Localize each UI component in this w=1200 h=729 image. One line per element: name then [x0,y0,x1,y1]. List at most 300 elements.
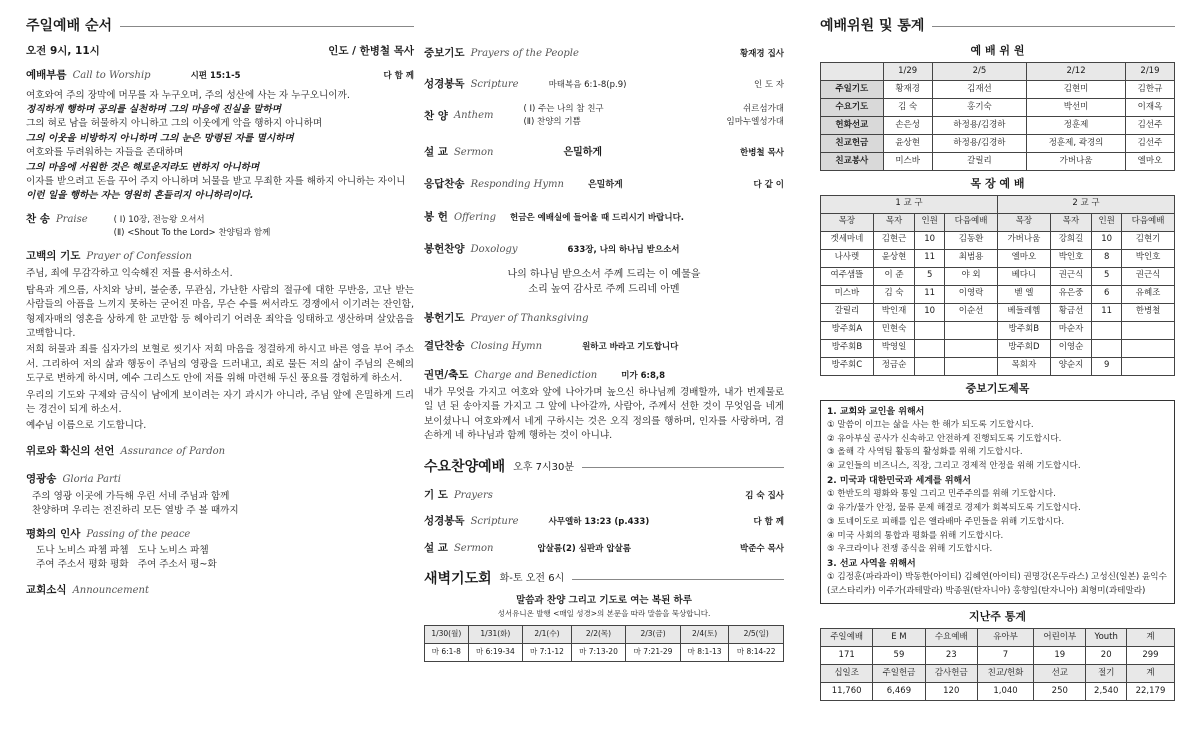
last-week-head-cell: 선교 [1034,664,1086,682]
mokjang-cell: 박영일 [873,339,914,357]
psalm-line: 여호와여 주의 장막에 머무를 자 누구오며, 주의 성산에 사는 자 누구오니이까. [26,89,350,101]
thanks-row [424,311,784,326]
mokjang-cell: 10 [915,303,945,321]
committee-cell: 박선미 [1027,98,1126,116]
psalm-text [26,89,414,204]
mokjang-head-cell: 목자 [1050,213,1091,231]
gloria-label: 영광송 [26,473,57,486]
confession-paragraph: 탐욕과 게으름, 사치와 낭비, 불순종, 무관심, 가난한 사람의 절규에 대한 무반응, 고난 받는 사람들의 아픔을 느끼지 못하는 굳어진 마음, 무슨 수를 써서라도 경쟁에서 이기려는 잔인함, 형제자매의 영혼을 상하게 한 교만함 등 헤아리기 어려운 죄악을 잉태하고 생산하며 살았음을 고백합니다. [26,284,414,340]
topic-item: ③ 올해 각 사역팀 활동의 활성화를 위해 기도합시다. [827,447,1023,458]
mokjang-row [821,285,1175,303]
mokjang-group-1: 1 교 구 [821,195,998,213]
mokjang-cell: 9 [1092,357,1122,375]
benediction-eng: Charge and Benediction [474,369,598,381]
committee-role-cell: 수요기도 [821,98,884,116]
last-week-title: 지난주 통계 [969,609,1026,623]
topic-item: ② 유가/물가 안정, 물류 문제 해결로 경제가 회복되도록 기도합시다. [827,503,1081,514]
topic-group-heading: 1. 교회와 교인을 위해서 [827,406,925,417]
wed-prayer-eng: Prayers [453,489,493,501]
offering-text: 헌금은 예배실에 들어올 때 드리시기 바랍니다. [509,212,685,223]
last-week-value-cell: 1,040 [977,682,1033,700]
anthem-line-2: (Ⅱ) 찬양의 기쁨 [523,116,581,127]
mokjang-cell: 김현기 [1122,231,1175,249]
committee-table [820,62,1175,171]
praise-eng: Praise [55,213,88,225]
committee-cell: 정훈제, 곽경의 [1027,134,1126,152]
last-week-value-cell: 20 [1086,646,1127,664]
mokjang-cell: 양순지 [1050,357,1091,375]
mokjang-cell: 박인호 [1122,249,1175,267]
mokjang-head-cell: 인원 [915,213,945,231]
order-column-2 [424,0,784,662]
response-title: 은밀하게 [587,180,623,190]
topic-item: ④ 미국 사회의 통합과 평화를 위해 기도합시다. [827,530,1004,541]
peace-label: 평화의 인사 [26,527,81,540]
mokjang-cell [945,321,998,339]
psalm-line: 이런 일을 행하는 자는 영원히 흔들리지 아니하리이다. [26,190,254,202]
mokjang-cell: 민현숙 [873,321,914,339]
topic-item: ③ 토네이도로 피해를 입은 앨라배마 주민들을 위해 기도합시다. [827,516,1065,527]
last-week-head-cell: 어린이부 [1034,628,1086,646]
topic-item: ① 한반도의 평화와 통일 그리고 민주주의를 위해 기도합시다. [827,489,1056,500]
mokjang-cell: 이영순 [1050,339,1091,357]
mokjang-cell: 10 [1092,231,1122,249]
last-week-head-cell: 주일헌금 [873,664,925,682]
mokjang-head-cell: 다음예배 [1122,213,1175,231]
dawn-day-cell: 2/2(목) [571,626,626,644]
mokjang-cell: 5 [1092,267,1122,285]
mokjang-cell: 최범용 [945,249,998,267]
dawn-day-cell: 2/1(수) [523,626,572,644]
mokjang-row [821,321,1175,339]
topic-item: ② 유아부실 공사가 신속하고 안전하게 진행되도록 기도합시다. [827,433,1062,444]
dawn-ref-cell: 마 6:1-8 [425,644,469,662]
confession-row [26,249,414,264]
mokjang-cell [945,339,998,357]
mokjang-cell [915,321,945,339]
gloria-line-1: 주의 영광 이곳에 가득해 우린 서네 주님과 함께 [32,490,230,502]
committee-row [821,152,1175,170]
anthem-label: 찬 양 [424,109,448,122]
last-week-value-cell: 250 [1034,682,1086,700]
committee-cell: 황재경 [883,80,932,98]
order-section-title [26,16,414,36]
mokjang-cell: 방주회C [821,357,874,375]
mokjang-head-cell: 인원 [1092,213,1122,231]
sermon-row [424,145,784,160]
mokjang-head-cell: 목장 [821,213,874,231]
last-week-value-cell: 23 [925,646,977,664]
mokjang-row [821,249,1175,267]
stats-title: 예배위원 및 통계 [820,17,925,34]
mokjang-cell: 8 [1092,249,1122,267]
dawn-ref-cell: 마 7:13-20 [571,644,626,662]
sermon-title: 은밀하게 [563,146,603,158]
dawn-ref-cell: 마 7:21-29 [626,644,681,662]
gloria-row [26,472,414,487]
mokjang-cell [1122,339,1175,357]
wed-scripture-label: 성경봉독 [424,515,465,528]
wed-scripture-eng: Scripture [470,516,519,528]
response-who: 다 같 이 [753,180,784,190]
mokjang-cell: 베다니 [997,267,1050,285]
dawn-line-1: 말씀과 찬양 그리고 기도로 여는 복된 하루 [516,595,692,607]
wed-sub: 오후 7시30분 [513,461,575,473]
committee-date-cell: 2/19 [1125,62,1174,80]
wed-sermon-row [424,541,784,556]
service-leader: 인도 / 한병철 목사 [328,45,414,57]
committee-cell: 정훈제 [1027,116,1126,134]
committee-cell: 홍기숙 [932,98,1027,116]
committee-cell: 김현미 [1027,80,1126,98]
last-week-head-cell: 십일조 [821,664,873,682]
thanks-eng: Prayer of Thanksgiving [470,312,589,324]
closing-label: 결단찬송 [424,340,465,352]
topic-item: ⑤ 우크라이나 전쟁 종식을 위해 기도합시다. [827,544,993,555]
closing-row [424,339,784,354]
last-week-value-cell: 6,469 [873,682,925,700]
anthem-eng: Anthem [453,110,494,121]
last-week-value-cell: 2,540 [1086,682,1127,700]
last-week-head-cell: 절기 [1086,664,1127,682]
response-eng: Responding Hymn [470,179,564,190]
anthem-choir-1: 쉬르섬가대 [742,104,784,114]
confession-paragraph: 우리의 기도와 구제와 금식이 남에게 보이려는 자기 과시가 아니라, 주님 앞에 은밀하게 드리는 경건이 되게 하소서. [26,389,414,415]
confession-paragraph: 저희 허물과 죄를 십자가의 보혈로 씻기사 저희 마음을 정결하게 하시고 바른 영을 부어 주소서. 그리하여 저의 삶과 행동이 주님의 영광을 드러내고, 죄로 물든 저의 삶이 주님의 은혜의 도구로 변하게 하시며, 예수 그리스도 안에 저를 위해 마련해 두신 풍요를 경험하게 하소서. [26,344,414,385]
mokjang-row [821,267,1175,285]
call-row [26,68,414,83]
mokjang-cell: 김동환 [945,231,998,249]
committee-date-cell: 2/5 [932,62,1027,80]
wed-title: 수요찬양예배 [424,459,506,476]
mokjang-cell: 강희길 [1050,231,1091,249]
peace-line-2: 주여 주소서 평화 평화 주여 주소서 평~화 [36,559,217,571]
mokjang-cell: 11 [915,249,945,267]
wed-sermon-title: 압살롬(2) 심판과 압살롬 [537,543,631,554]
dawn-day-cell: 2/5(일) [729,626,784,644]
committee-row [821,116,1175,134]
mokjang-group-2: 2 교 구 [997,195,1174,213]
last-week-value-cell: 19 [1034,646,1086,664]
dawn-table [424,625,784,662]
call-label: 예배부름 [26,69,67,82]
mokjang-cell: 여주샘뜰 [821,267,874,285]
committee-cell: 김선주 [1125,134,1174,152]
news-eng: Announcement [72,584,149,596]
psalm-line: 이자를 받으려고 돈을 꾸어 주지 아니하며 뇌물을 받고 무죄한 자를 해하지 아니하는 자이니 [26,176,406,188]
last-week-head-cell: 계 [1126,664,1174,682]
topic-item: ① 말씀이 이끄는 삶을 사는 한 해가 되도록 기도합시다. [827,419,1034,430]
dawn-day-cell: 1/31(화) [468,626,523,644]
dawn-day-cell: 1/30(월) [425,626,469,644]
intercession-label: 중보기도 [424,47,465,59]
peace-row [26,527,414,542]
offering-row [424,210,784,225]
anthem-choir-2: 임마누엘성가대 [726,116,784,127]
peace-line-1: 도나 노비스 파쳄 파쳄 도나 노비스 파쳄 [36,545,209,557]
last-week-head-cell: Youth [1086,628,1127,646]
anthem-row [424,103,784,129]
last-week-head-cell: 감사헌금 [925,664,977,682]
last-week-value-cell: 171 [821,646,873,664]
mokjang-cell: 박인재 [873,303,914,321]
praise-row [26,212,414,241]
last-week-value-cell: 11,760 [821,682,873,700]
mokjang-cell [1092,321,1122,339]
closing-title: 원하고 바라고 기도합니다 [582,342,679,352]
mokjang-cell: 가버나움 [997,231,1050,249]
mokjang-row [821,339,1175,357]
committee-date-cell: 2/12 [1027,62,1126,80]
mokjang-cell [1122,321,1175,339]
last-week-head-cell: 주일예배 [821,628,873,646]
last-week-value-cell: 59 [873,646,925,664]
psalm-line: 그의 혀로 남을 허물하지 아니하고 그의 이웃에게 악을 행하지 아니하며 [26,118,323,130]
last-week-head-cell: 수요예배 [925,628,977,646]
mokjang-cell: 방주회B [821,339,874,357]
mokjang-cell: 5 [915,267,945,285]
mokjang-row [821,357,1175,375]
call-eng: Call to Worship [72,70,151,82]
last-week-table [820,628,1175,701]
service-time-row [26,44,414,58]
confession-text [26,267,414,433]
mokjang-cell: 갈릴리 [821,303,874,321]
committee-role-cell: 주일기도 [821,80,884,98]
dawn-section-title [424,569,784,589]
committee-role-cell: 친교헌금 [821,134,884,152]
committee-cell: 이재옥 [1125,98,1174,116]
mokjang-cell: 유혜조 [1122,285,1175,303]
stats-column [820,0,1175,701]
offering-eng: Offering [453,211,496,223]
committee-cell: 김선주 [1125,116,1174,134]
topic-item: ④ 교인들의 비즈니스, 직장, 그리고 경제적 안정을 위해 기도합시다. [827,461,1081,472]
mokjang-cell: 한병철 [1122,303,1175,321]
scripture-row [424,77,784,92]
wed-sermon-label: 설 교 [424,541,448,554]
scripture-ref: 마태복음 6:1-8(p.9) [548,79,627,90]
benediction-ref: 미가 6:8,8 [621,370,666,381]
mokjang-cell: 11 [1092,303,1122,321]
committee-cell: 손은성 [883,116,932,134]
peace-eng: Passing of the peace [86,528,191,540]
mokjang-cell: 마순자 [1050,321,1091,339]
wed-prayer-row [424,488,784,503]
committee-cell: 김한규 [1125,80,1174,98]
committee-cell: 하정용/김경하 [932,134,1027,152]
praise-line-2: (Ⅱ) <Shout To the Lord> 찬양팀과 함께 [113,228,271,239]
mokjang-cell: 6 [1092,285,1122,303]
committee-role-cell: 친교봉사 [821,152,884,170]
doxology-label: 봉헌찬양 [424,243,465,255]
mokjang-head-cell: 목자 [873,213,914,231]
call-ref: 시편 15:1-5 [190,71,241,82]
dawn-ref-cell: 마 8:1-13 [680,644,729,662]
committee-cell: 엘마오 [1125,152,1174,170]
confession-label: 고백의 기도 [26,249,81,262]
wed-sermon-who: 박준수 목사 [739,543,784,554]
thanks-label: 봉헌기도 [424,311,465,324]
scripture-label: 성경봉독 [424,77,465,90]
mokjang-title: 목 장 예 배 [970,176,1025,190]
mokjang-cell: 이영락 [945,285,998,303]
mokjang-cell [1092,339,1122,357]
mokjang-cell: 방주회D [997,339,1050,357]
dawn-title: 새벽기도회 [424,570,492,587]
pardon-label: 위로와 확신의 선언 [26,444,115,457]
mokjang-row [821,303,1175,321]
mokjang-cell: 김 숙 [873,285,914,303]
last-week-value-cell: 299 [1126,646,1174,664]
mokjang-cell: 정금순 [873,357,914,375]
intercession-topics-title: 중보기도제목 [965,381,1030,395]
confession-paragraph: 주님, 죄에 무감각하고 익숙해진 저를 용서하소서. [26,268,233,280]
doxology-eng: Doxology [470,244,518,255]
gloria-eng: Gloria Parti [62,474,122,486]
committee-corner-cell [821,62,884,80]
pardon-row [26,444,414,459]
mokjang-cell: 야 외 [945,267,998,285]
committee-cell: 갈릴리 [932,152,1027,170]
mokjang-cell: 이 준 [873,267,914,285]
committee-role-cell: 헌화선교 [821,116,884,134]
wed-scripture-who: 다 함 께 [753,517,784,528]
service-time: 오전 9시, 11시 [26,45,100,57]
wed-prayer-who: 김 숙 집사 [745,490,784,501]
mokjang-cell [915,357,945,375]
mokjang-cell: 유은중 [1050,285,1091,303]
mokjang-cell [1122,357,1175,375]
intercession-eng: Prayers of the People [470,48,579,59]
offering-label: 봉 헌 [424,210,448,223]
dawn-sub: 화-토 오전 6시 [499,573,565,585]
dawn-ref-cell: 마 7:1-12 [523,644,572,662]
dawn-ref-cell: 마 8:14-22 [729,644,784,662]
committee-row [821,80,1175,98]
mokjang-cell: 권근식 [1050,267,1091,285]
wed-sermon-eng: Sermon [453,542,494,554]
mokjang-cell: 윤상현 [873,249,914,267]
dawn-line-2: 성서유니온 발행 <매일 성경>의 본문을 따라 말씀을 묵상합니다. [497,608,711,618]
mokjang-cell: 나사렛 [821,249,874,267]
sermon-who: 한병철 목사 [739,147,784,158]
mokjang-cell: 박인호 [1050,249,1091,267]
psalm-line: 정직하게 행하며 공의를 실천하며 그의 마음에 진실을 말하며 [26,104,282,116]
topic-item: ① 김정훈(파라과이) 박동한(아이티) 김혜연(아이티) 권명강(온두라스) 고성신(일본) 윤익수(코스타리카) 이주가(과테말라) 박종원(탄자니아) 홍향임(탄자니아) 최형미(과테말라) [827,572,1167,597]
wed-section-title [424,458,784,478]
mokjang-table [820,195,1175,376]
news-row [26,583,414,598]
last-week-head-cell: 계 [1126,628,1174,646]
mokjang-cell: 방주회A [821,321,874,339]
last-week-head-cell: E M [873,628,925,646]
mokjang-cell [915,339,945,357]
mokjang-cell: 권근식 [1122,267,1175,285]
committee-cell: 김 숙 [883,98,932,116]
committee-cell: 김재선 [932,80,1027,98]
mokjang-cell: 베들레헴 [997,303,1050,321]
mokjang-cell [945,357,998,375]
sermon-eng: Sermon [453,146,494,158]
call-who: 다 함 께 [383,71,414,82]
last-week-head-cell: 친교/헌화 [977,664,1033,682]
closing-eng: Closing Hymn [470,341,543,352]
psalm-line: 여호와를 두려워하는 자들을 존대하며 [26,147,184,159]
order-column [26,0,414,597]
dawn-day-cell: 2/4(토) [680,626,729,644]
scripture-who: 인 도 자 [753,79,784,90]
scripture-eng: Scripture [470,78,519,90]
stats-section-title [820,16,1175,36]
response-label: 응답찬송 [424,178,465,190]
response-row [424,177,784,192]
mokjang-head-cell: 목장 [997,213,1050,231]
mokjang-cell: 10 [915,231,945,249]
topic-group-heading: 3. 선교 사역을 위해서 [827,559,916,570]
committee-cell: 가버나움 [1027,152,1126,170]
doxology-line-2: 소리 높여 감사로 주께 드리네 아멘 [528,283,680,295]
committee-cell: 하정용/김경하 [932,116,1027,134]
dawn-ref-cell: 마 6:19-34 [468,644,523,662]
last-week-value-cell: 22,179 [1126,682,1174,700]
committee-row [821,134,1175,152]
committee-row [821,98,1175,116]
last-week-value-cell: 120 [925,682,977,700]
doxology-line-1: 나의 하나님 받으소서 주께 드리는 이 예물을 [507,268,701,280]
committee-title: 예 배 위 원 [970,44,1025,57]
mokjang-cell: 엘마오 [997,249,1050,267]
intercession-who: 황재경 집사 [739,49,784,59]
mokjang-cell: 이순선 [945,303,998,321]
gloria-line-2: 찬양하며 우리는 전진하리 모든 열방 주 볼 때까지 [32,505,239,517]
psalm-line: 그의 이웃을 비방하지 아니하며 그의 눈은 망령된 자를 멸시하며 [26,132,294,144]
benediction-label: 권면/축도 [424,368,469,381]
wed-scripture-ref: 사무엘하 13:23 (p.433) [548,517,650,528]
wed-scripture-row [424,514,784,529]
praise-label: 찬 송 [26,212,50,225]
mokjang-row [821,231,1175,249]
confession-eng: Prayer of Confession [86,250,192,262]
mokjang-cell: 11 [915,285,945,303]
praise-line-1: ( Ⅰ) 10장, 전능왕 오셔서 [113,214,205,225]
mokjang-cell: 방주회B [997,321,1050,339]
intercession-topics-box [820,400,1175,604]
committee-cell: 미스바 [883,152,932,170]
pardon-eng: Assurance of Pardon [120,445,226,457]
confession-paragraph: 예수님 이름으로 기도합니다. [26,420,147,432]
order-title: 주일예배 순서 [26,17,113,34]
benediction-row [424,368,784,383]
doxology-row [424,242,784,257]
committee-date-cell: 1/29 [883,62,932,80]
sermon-label: 설 교 [424,145,448,158]
committee-cell: 윤상현 [883,134,932,152]
anthem-line-1: ( Ⅰ) 주는 나의 참 친구 [523,104,604,114]
mokjang-cell: 벧 엘 [997,285,1050,303]
last-week-value-cell: 7 [977,646,1033,664]
mokjang-cell: 미스바 [821,285,874,303]
intercession-row [424,46,784,61]
news-label: 교회소식 [26,583,67,596]
mokjang-cell: 황금선 [1050,303,1091,321]
wed-prayer-label: 기 도 [424,488,448,501]
mokjang-head-cell: 다음예배 [945,213,998,231]
doxology-text: 633장, 나의 하나님 받으소서 [567,245,680,255]
topic-group-heading: 2. 미국과 대한민국과 세계를 위해서 [827,475,971,486]
mokjang-cell: 김현근 [873,231,914,249]
dawn-day-cell: 2/3(금) [626,626,681,644]
